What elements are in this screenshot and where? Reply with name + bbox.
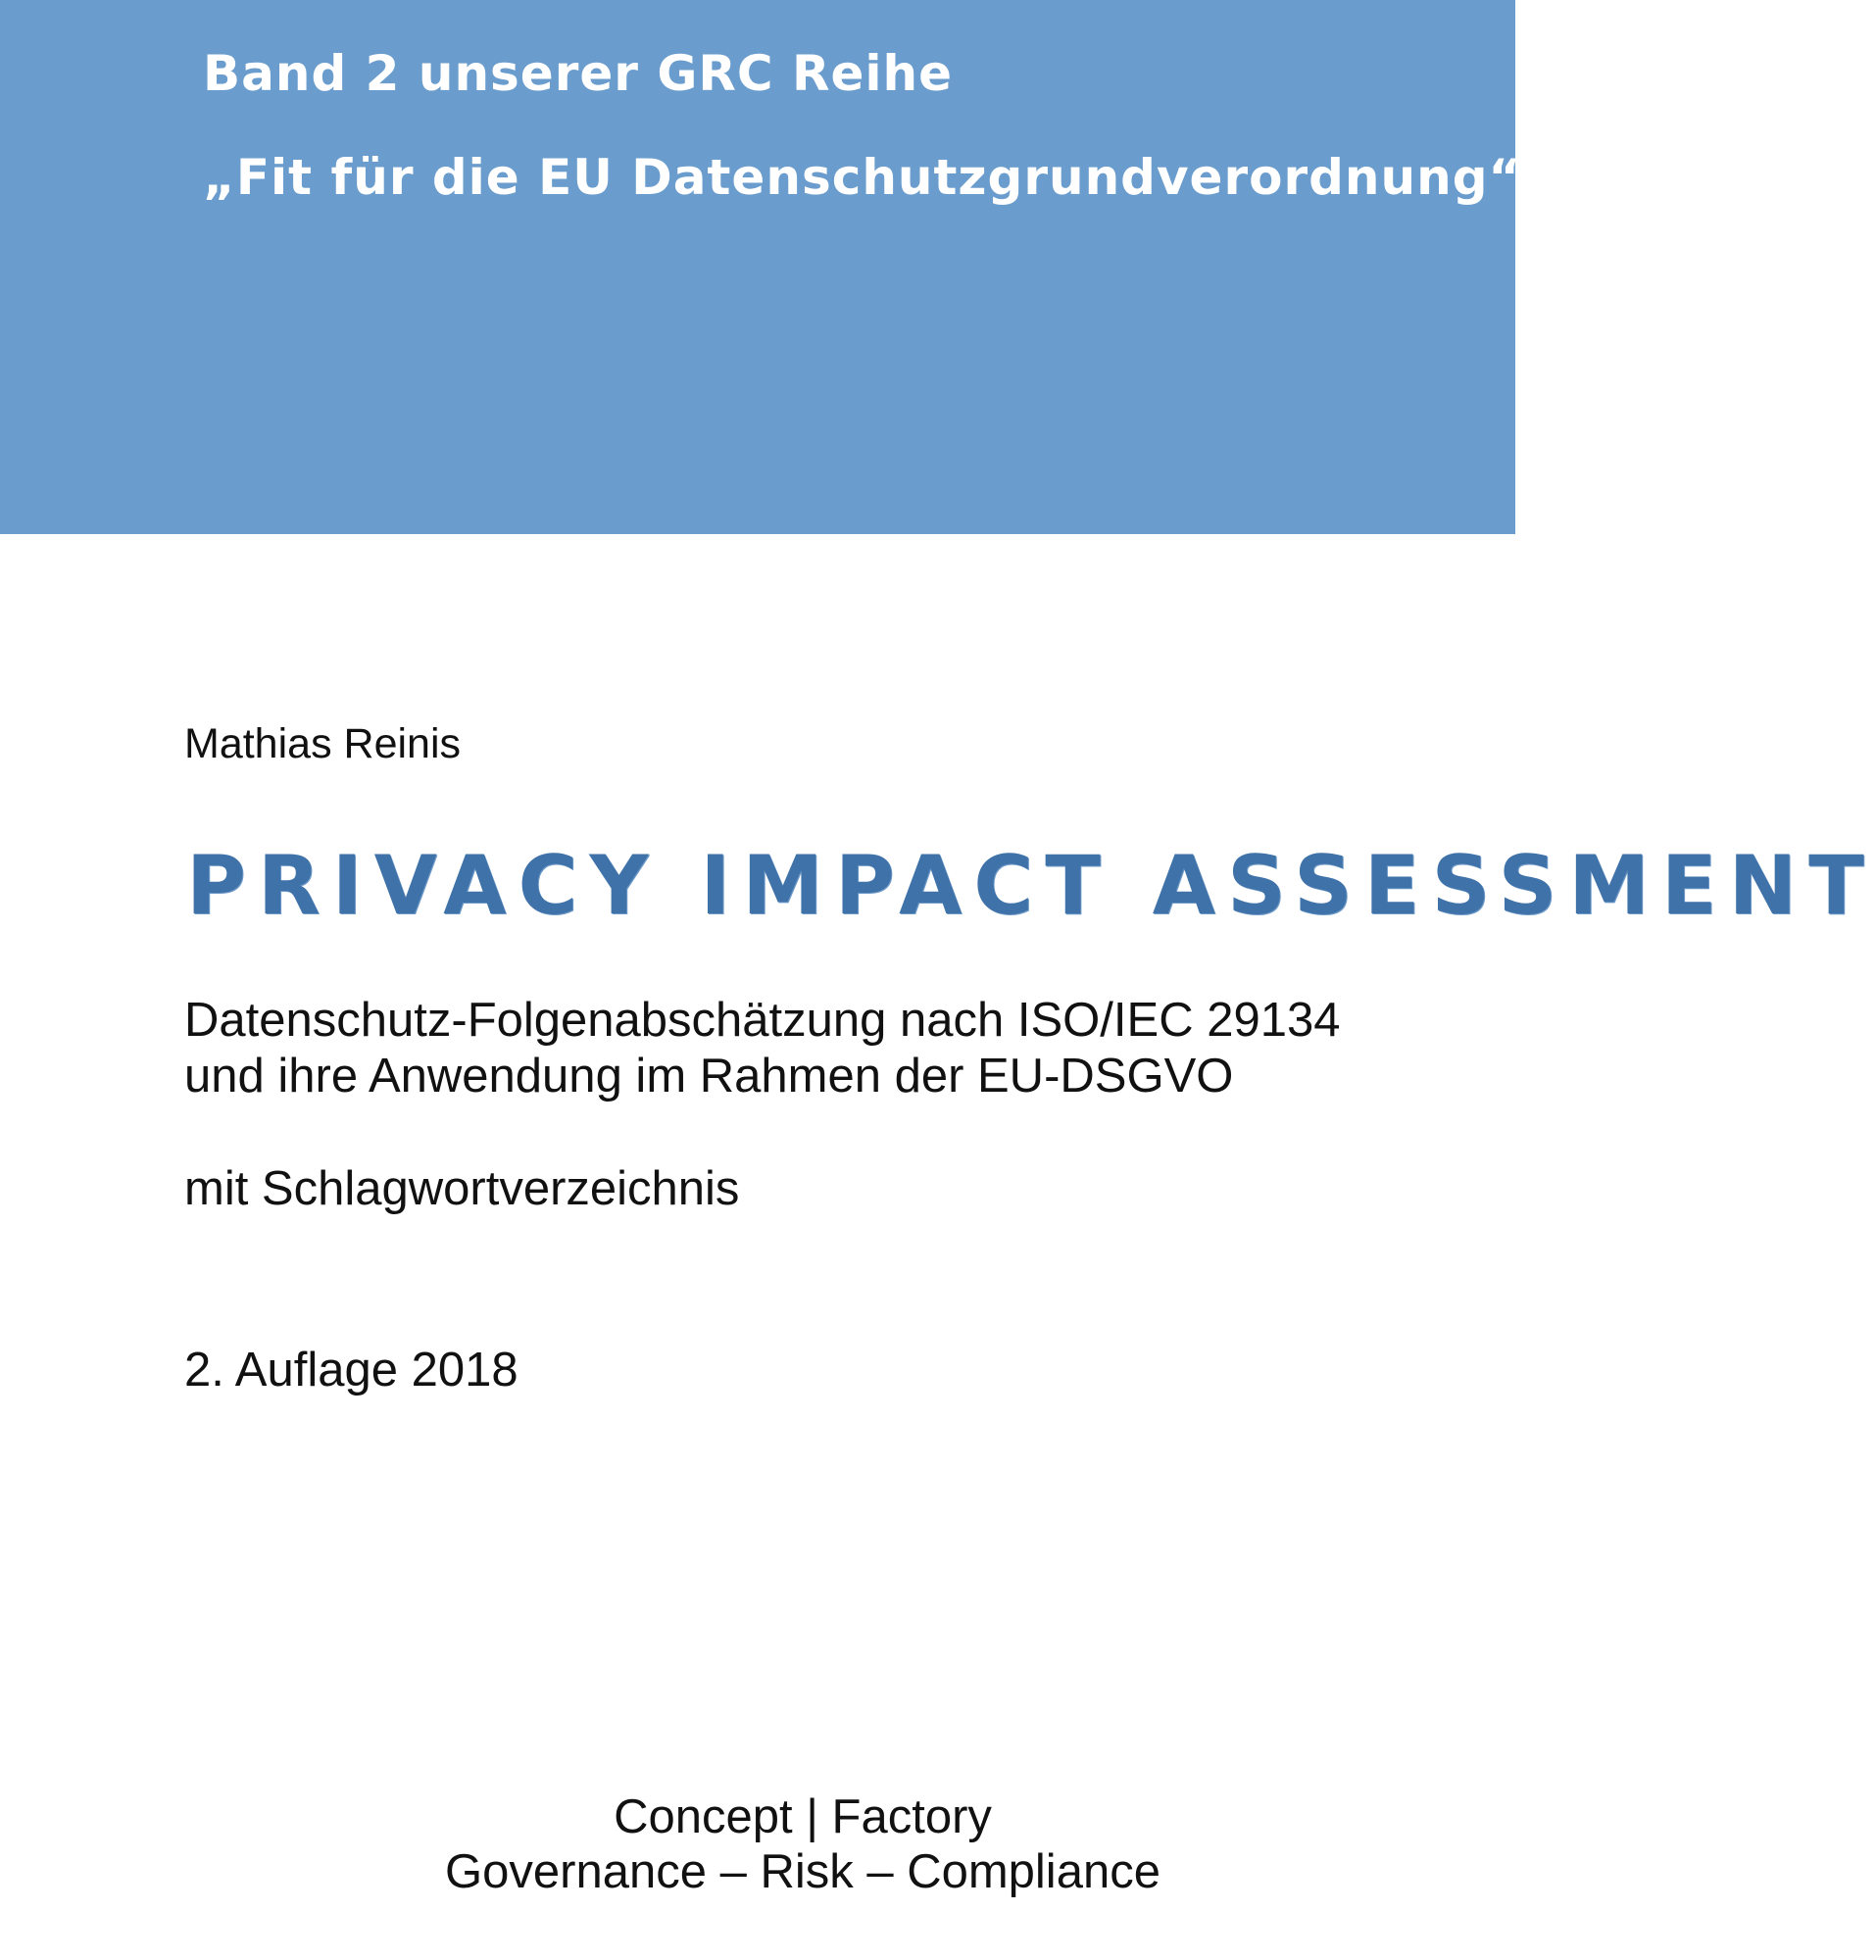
subtitle-line-1: Datenschutz-Folgenabschätzung nach ISO/IEC 29134 [184, 994, 1341, 1047]
publisher-tagline: Governance – Risk – Compliance [445, 1845, 1160, 1898]
header-banner [0, 0, 1522, 534]
edition: 2. Auflage 2018 [184, 1344, 518, 1396]
subtitle-line-2: und ihre Anwendung im Rahmen der EU-DSGVO [184, 1050, 1234, 1102]
series-label: Band 2 unserer GRC Reihe [203, 45, 954, 102]
author-name: Mathias Reinis [184, 720, 461, 767]
book-title: PRIVACY IMPACT ASSESSMENT [186, 838, 1876, 933]
series-title: „Fit für die EU Datenschutzgrundverordnung“ [203, 149, 1522, 206]
keyword-index-note: mit Schlagwortverzeichnis [184, 1162, 740, 1215]
publisher-name: Concept | Factory [614, 1790, 992, 1843]
